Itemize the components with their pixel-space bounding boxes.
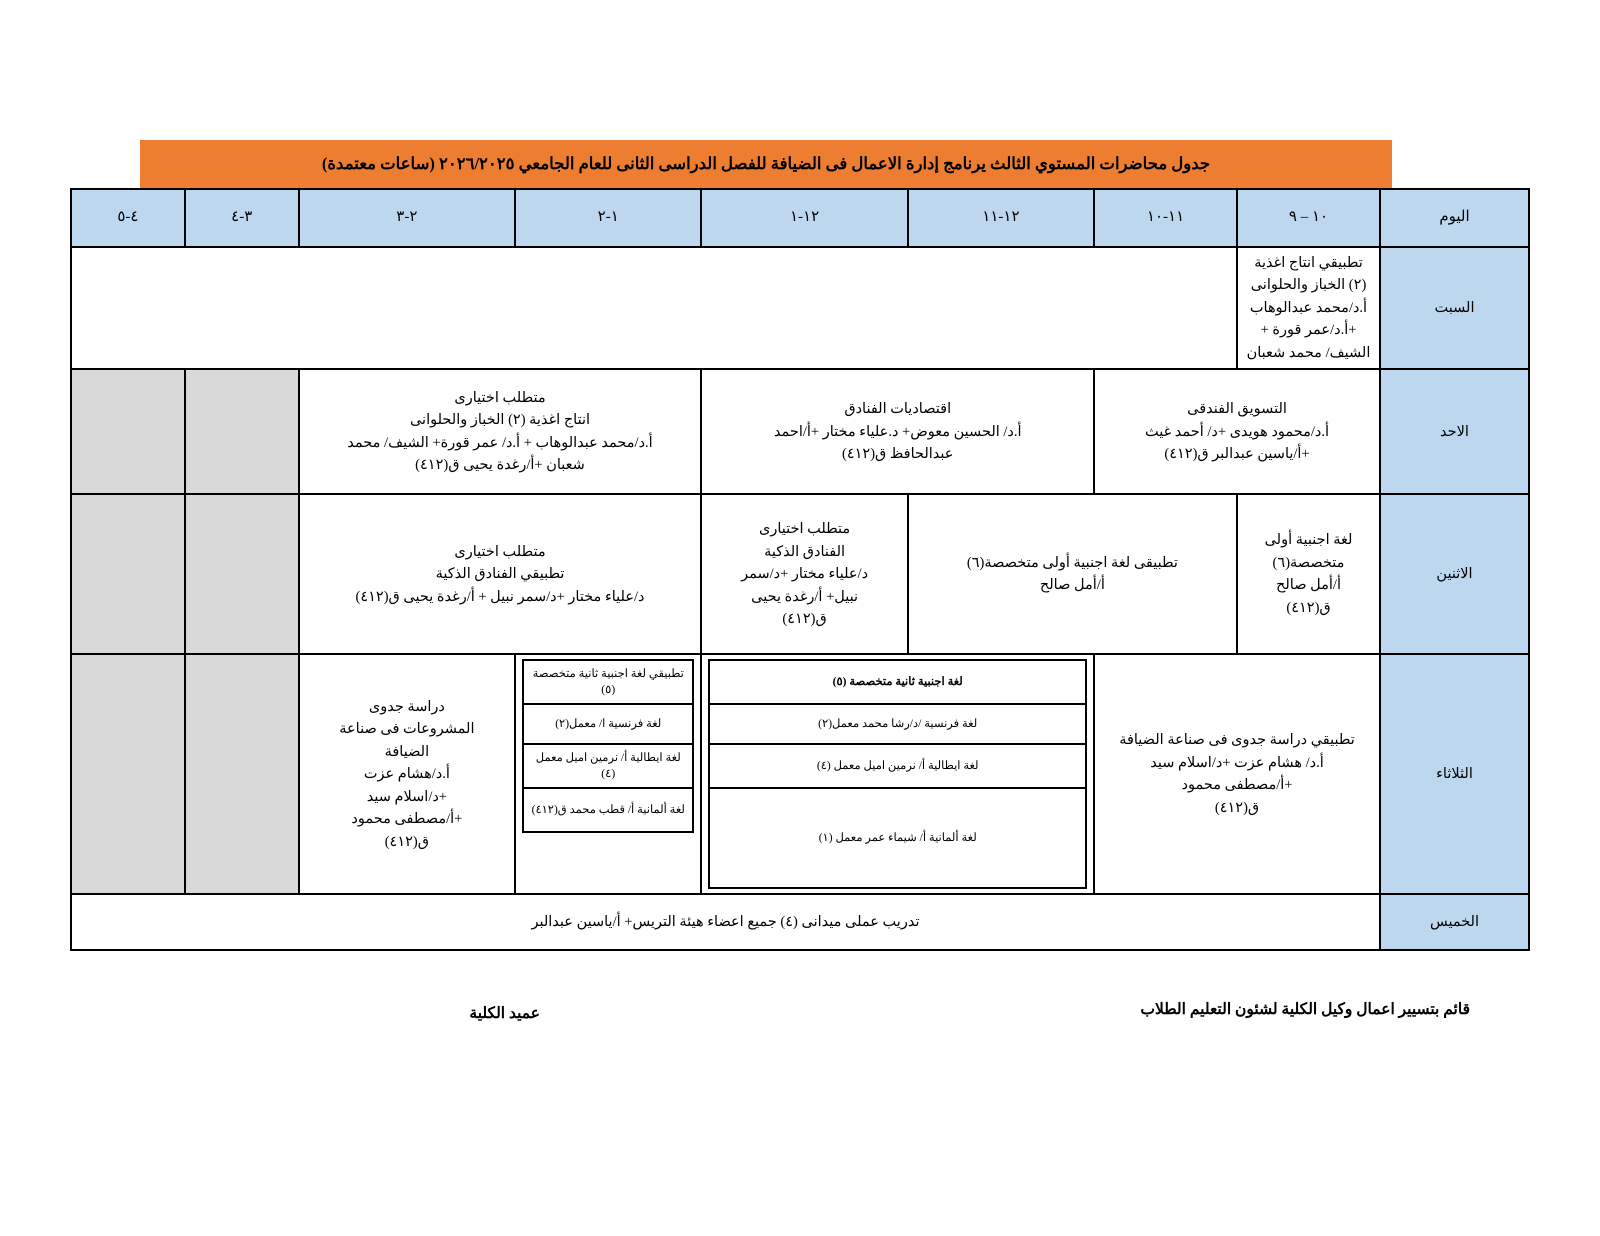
second-language-applied-lab-table bbox=[522, 659, 694, 888]
session-monday-first-foreign-language-applied bbox=[908, 494, 1237, 654]
second-language-applied-german: لغة ألمانية أ/ قطب محمد ق(٤١٢) bbox=[523, 788, 693, 832]
header-slot-4-5: ٤-٥ bbox=[71, 189, 185, 247]
signature-row bbox=[0, 1000, 1600, 1030]
session-title: لغة اجنبية أولى bbox=[1264, 532, 1353, 549]
session-staff-2: الشيف/ محمد شعبان bbox=[1246, 344, 1371, 361]
session-saturday-food-production-applied bbox=[1237, 247, 1380, 369]
session-sunday-hotel-marketing bbox=[1094, 369, 1380, 494]
session-thursday-field-training: تدريب عملى ميدانى (٤) جميع اعضاء هيئة التريس+ أ/ياسين عبدالبر bbox=[71, 894, 1380, 950]
session-staff-1: أ.د/ الحسين معوض+ د.علياء مختار +أ/احمد bbox=[773, 423, 1022, 440]
session-staff-1: أ.د/هشام عزت bbox=[363, 766, 450, 783]
second-language-french: لغة فرنسية /د/رشا محمد معمل(٢) bbox=[709, 704, 1086, 744]
second-language-applied-header: تطبيقي لغة اجنبية ثانية متخصصة (٥) bbox=[523, 660, 693, 704]
empty-cell-sunday-2 bbox=[71, 369, 185, 494]
session-title-2: المشروعات فى صناعة bbox=[339, 721, 475, 738]
session-title: تطبيقي دراسة جدوى فى صناعة الضيافة bbox=[1119, 732, 1355, 749]
session-monday-smart-hotels bbox=[701, 494, 907, 654]
day-label-monday: الاثنين bbox=[1380, 494, 1529, 654]
session-staff-2: +أ/مصطفى محمود bbox=[1181, 777, 1293, 794]
session-staff-2: شعبان +أ/رغدة يحيى ق(٤١٢) bbox=[415, 457, 585, 474]
second-language-german: لغة ألمانية أ/ شيماء عمر معمل (١) bbox=[709, 788, 1086, 888]
header-slot-9-10: ١٠ – ٩ bbox=[1237, 189, 1380, 247]
sub-row-header bbox=[523, 660, 693, 704]
sub-row-french bbox=[709, 704, 1086, 744]
session-staff-1: د/علياء مختار +د/سمر bbox=[741, 566, 869, 583]
header-slot-12-1: ١٢-١ bbox=[701, 189, 907, 247]
second-language-applied-blank bbox=[523, 832, 693, 888]
header-slot-3-4: ٣-٤ bbox=[185, 189, 299, 247]
session-sunday-hotel-economics bbox=[701, 369, 1094, 494]
session-staff-3: +أ/مصطفى محمود bbox=[351, 811, 463, 828]
second-language-applied-french: لغة فرنسية ا/ معمل(٢) bbox=[523, 704, 693, 744]
session-staff-2: +د/اسلام سيد bbox=[366, 788, 447, 805]
table-row-thursday bbox=[71, 894, 1529, 950]
sub-row-blank bbox=[523, 832, 693, 888]
header-slot-10-11: ١١-١٠ bbox=[1094, 189, 1237, 247]
table-row-monday bbox=[71, 494, 1529, 654]
session-sunday-elective-food-production bbox=[299, 369, 702, 494]
schedule-table bbox=[70, 188, 1530, 951]
session-type: متطلب اختيارى bbox=[454, 389, 546, 406]
second-language-applied-italian: لغة ايطالية أ/ نرمين اميل معمل (٤) bbox=[523, 744, 693, 788]
session-room: ق(٤١٢) bbox=[782, 611, 827, 628]
session-monday-first-foreign-language bbox=[1237, 494, 1380, 654]
page-title: جدول محاضرات المستوي الثالث يرنامج إدارة الاعمال فى الضيافة للفصل الدراسى الثانى للعام الجامعي ٢٠٢٦/٢٠٢٥ (ساعات معتمدة) bbox=[321, 154, 1211, 173]
empty-cell-monday-1 bbox=[185, 494, 299, 654]
signature-dean: عميد الكلية bbox=[469, 1005, 540, 1022]
sub-row-italian bbox=[709, 744, 1086, 788]
empty-cell-tuesday-2 bbox=[71, 654, 185, 894]
session-staff-1: أ.د/محمد عبدالوهاب +أ.د/عمر قورة + bbox=[1249, 299, 1368, 339]
session-tuesday-feasibility-study bbox=[299, 654, 515, 894]
table-row-sunday bbox=[71, 369, 1529, 494]
session-staff-1: أ/أمل صالح bbox=[1276, 577, 1341, 594]
session-tuesday-second-foreign-language-applied bbox=[515, 654, 701, 894]
session-monday-smart-hotels-applied bbox=[299, 494, 702, 654]
session-tuesday-second-foreign-language bbox=[701, 654, 1094, 894]
session-type: متطلب اختيارى bbox=[758, 521, 851, 538]
session-staff-2: نبيل+ أ/رغدة يحيى bbox=[751, 588, 859, 605]
empty-cell-saturday bbox=[71, 247, 1237, 369]
session-title: تطبيقي الفنادق الذكية bbox=[435, 566, 565, 583]
table-row-saturday bbox=[71, 247, 1529, 369]
second-language-header: لغة اجنبية ثانية متخصصة (٥) bbox=[709, 660, 1086, 704]
session-staff-2: عبدالحافظ ق(٤١٢) bbox=[841, 446, 954, 463]
second-language-italian: لغة ايطالية أ/ نرمين اميل معمل (٤) bbox=[709, 744, 1086, 788]
day-label-thursday: الخميس bbox=[1380, 894, 1529, 950]
session-staff-1: أ.د/محمد عبدالوهاب + أ.د/ عمر قورة+ الشيف/ محمد bbox=[347, 434, 653, 451]
empty-cell-sunday-1 bbox=[185, 369, 299, 494]
session-title: التسويق الفندقى bbox=[1187, 401, 1287, 418]
header-slot-1-2: ١-٢ bbox=[515, 189, 701, 247]
session-title: تطبيقي انتاج اغذية (٢) الخباز والحلوانى bbox=[1250, 255, 1367, 294]
session-room: ق(٤١٢) bbox=[384, 833, 430, 850]
session-title: تطبيقى لغة اجنبية أولى متخصصة(٦) bbox=[966, 554, 1178, 571]
day-label-saturday: السبت bbox=[1380, 247, 1529, 369]
empty-cell-tuesday-1 bbox=[185, 654, 299, 894]
signature-vice-dean: قائم بتسيير اعمال وكيل الكلية لشئون التعليم الطلاب bbox=[1140, 1001, 1470, 1018]
session-title: اقتصاديات الفنادق bbox=[844, 401, 952, 418]
session-staff-1: أ.د/ هشام عزت +د/اسلام سيد bbox=[1150, 754, 1324, 771]
second-language-lab-table bbox=[708, 659, 1087, 889]
day-label-tuesday: الثلاثاء bbox=[1380, 654, 1529, 894]
session-staff-1: د/علياء مختار +د/سمر نبيل + أ/رغدة يحيى ق(٤١٢) bbox=[355, 588, 645, 605]
session-title-2: متخصصة(٦) bbox=[1272, 554, 1345, 571]
sub-row-german bbox=[523, 788, 693, 832]
schedule-title-banner bbox=[140, 140, 1392, 188]
session-staff-2: +أ/ياسين عبدالبر ق(٤١٢) bbox=[1164, 446, 1310, 463]
header-day: اليوم bbox=[1380, 189, 1529, 247]
session-title: الفنادق الذكية bbox=[764, 543, 846, 560]
day-label-sunday: الاحد bbox=[1380, 369, 1529, 494]
sub-row-header bbox=[709, 660, 1086, 704]
sub-row-italian bbox=[523, 744, 693, 788]
sub-row-german bbox=[709, 788, 1086, 888]
session-type: متطلب اختيارى bbox=[454, 543, 546, 560]
sub-row-french bbox=[523, 704, 693, 744]
empty-cell-monday-2 bbox=[71, 494, 185, 654]
header-slot-2-3: ٢-٣ bbox=[299, 189, 515, 247]
session-room: ق(٤١٢) bbox=[1214, 799, 1260, 816]
table-header-row bbox=[71, 189, 1529, 247]
session-title-3: الضيافة bbox=[384, 743, 430, 760]
session-title-1: دراسة جدوى bbox=[368, 698, 445, 715]
session-room: ق(٤١٢) bbox=[1286, 599, 1331, 616]
session-staff-1: أ/أمل صالح bbox=[1039, 577, 1105, 594]
session-tuesday-feasibility-applied bbox=[1094, 654, 1380, 894]
session-title: انتاج اغذية (٢) الخباز والحلوانى bbox=[409, 412, 591, 429]
header-slot-11-12: ١٢-١١ bbox=[908, 189, 1094, 247]
session-staff-1: أ.د/محمود هويدى +د/ أحمد غيث bbox=[1144, 423, 1330, 440]
table-row-tuesday bbox=[71, 654, 1529, 894]
